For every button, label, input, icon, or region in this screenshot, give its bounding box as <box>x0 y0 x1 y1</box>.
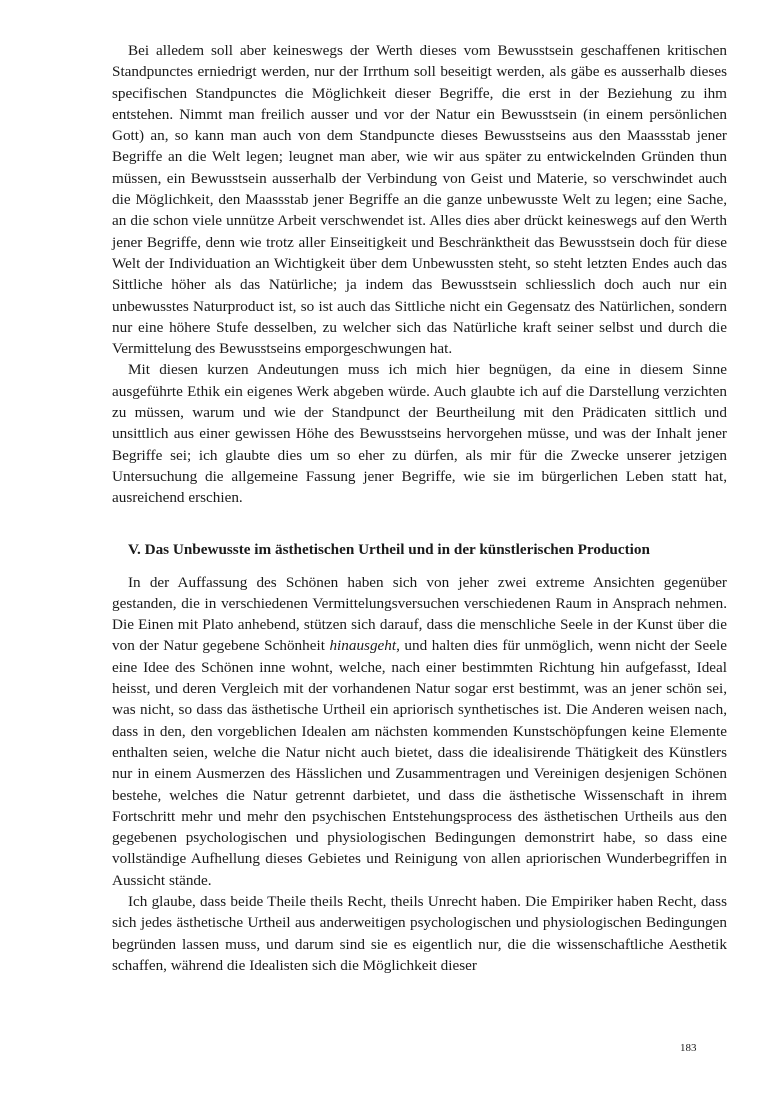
page-number: 183 <box>680 1042 697 1054</box>
paragraph-1: Bei alledem soll aber keineswegs der Werth dieses vom Bewusstsein geschaffenen kritischen Standpunctes erniedrigt werden, nur der Irrthum soll beseitigt werden, als gäbe es ausserhalb dieses specifischen Standpunctes die Möglichkeit dieser Begriffe, die erst in der Beziehung zu ihm entstehen. Nimmt man freilich ausser und vor der Natur ein Bewusstsein (in einem persönlichen Gott) an, so kann man auch von dem Standpuncte dieses Bewusstseins aus den Maassstab jener Begriffe an die Welt legen; leugnet man aber, wie wir aus später zu entwickelnden Gründen thun müssen, ein Bewusstsein ausserhalb der Verbindung von Geist und Materie, so verschwindet auch die Möglichkeit, den Maassstab jener Begriffe an die ganze unbewusste Welt zu legen; eine Sache, an die schon viele unnütze Arbeit verschwendet ist. Alles dies aber drückt keineswegs auf den Werth jener Begriffe, denn wie trotz aller Einseitigkeit und Beschränktheit das Bewusstsein doch für diese Welt der Individuation an Wichtigkeit über dem Unbewussten steht, so steht letzten Endes auch das Sittliche höher als das Natürliche; ja indem das Bewusstsein schliesslich doch auch nur ein unbewusstes Naturproduct ist, so ist auch das Sittliche nicht ein Gegensatz des Natürlichen, sondern nur eine höhere Stufe desselben, zu welcher sich das Natürliche kraft seiner selbst und durch die Vermittelung des Bewusstseins emporgeschwungen hat. <box>112 42 727 358</box>
paragraph-3 <box>112 572 727 891</box>
paragraph-4: Ich glaube, dass beide Theile theils Recht, theils Unrecht haben. Die Empiriker haben Recht, dass sich jedes ästhetische Urtheil aus anderweitigen psychologischen und physiologischen Bedingungen begründen lassen muss, und darum sind sie es eigentlich nur, die die wissenschaftliche Aesthetik schaffen, während die Idealisten sich die Möglichkeit dieser <box>112 892 727 974</box>
section-heading: V. Das Unbewusste im ästhetischen Urtheil und in der künstlerischen Production <box>128 540 650 558</box>
paragraph-3-text-b: , und halten dies für unmöglich, wenn nicht der Seele eine Idee des Schönen inne wohnt, welche, nach einer bestimmten Richtung hin aufgefasst, Ideal heisst, und deren Vergleich mit der vorhandenen Natur sogar erst bestimmt, was an jener schön sei, was nicht, so dass das ästhetische Urtheil ein apriorisch synthetisches ist. Die Anderen weisen nach, dass in den, den vorgeblichen Idealen am nächsten kommenden Kunstschöpfungen keine Elemente enthalten seien, welche die Natur nicht auch bietet, dass die idealisirende Thätigkeit des Künstlers nur in einem Ausmerzen des Hässlichen und Zusammentragen und Vereinigen desjenigen Schönen bestehe, welches die Natur getrennt darbietet, und dass die ästhetische Wissenschaft in ihrem Fortschritt mehr und mehr den psychischen Entstehungsprocess des ästhetischen Urtheils aus den gegebenen psychologischen und physiologischen Bedingungen demonstrirt habe, so dass eine vollständige Aufhellung dieses Gebietes und Reinigung von allen apriorischen Wunderbegriffen in Aussicht stände. <box>112 637 727 889</box>
paragraph-2: Mit diesen kurzen Andeutungen muss ich mich hier begnügen, da eine in diesem Sinne ausgeführte Ethik ein eigenes Werk abgeben würde. Auch glaubte ich auf die Darstellung verzichten zu müssen, warum und wie der Standpunct der Beurtheilung mit den Prädicaten sittlich und unsittlich aus einer gewissen Höhe des Bewusstseins hervorgehen müsse, und was der Inhalt jener Begriffe sei; ich glaubte dies um so eher zu dürfen, als mir für die Zwecke unserer jetzigen Untersuchung die allgemeine Fassung jener Begriffe, wie sie im bürgerlichen Leben statt hat, ausreichend erschien. <box>112 361 727 507</box>
paragraph-3-text-a: In der Auffassung des Schönen haben sich von jeher zwei extreme Ansichten gegenüber gestanden, die in verschiedenen Vermittelungsversuchen verschiedenen Raum in Ansprach nehmen. Die Einen mit Plato anhebend, stützen sich darauf, dass die menschliche Seele in der Kunst über die von der Natur gegebene Schönheit <box>112 573 727 655</box>
page-body <box>112 40 727 976</box>
emphasis-hinausgeht: hinausgeht <box>329 637 397 655</box>
